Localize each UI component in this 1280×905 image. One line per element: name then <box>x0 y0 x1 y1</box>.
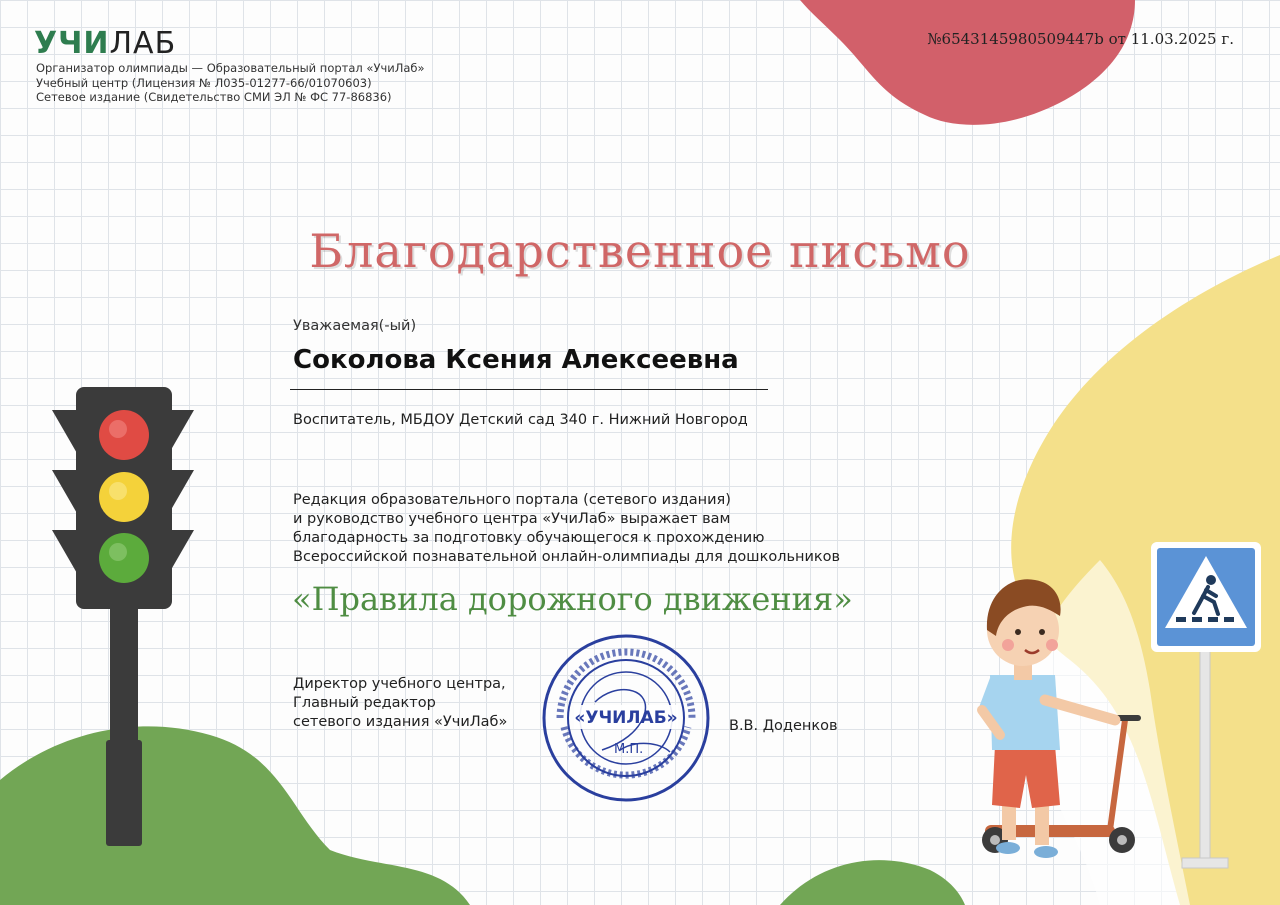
red-blob <box>800 0 1135 125</box>
organizer-info <box>36 61 425 105</box>
gratitude-text <box>293 491 840 567</box>
body-line: Всероссийской познавательной онлайн-олимпиады для дошкольников <box>293 549 841 565</box>
body-line: и руководство учебного центра «УчиЛаб» выражает вам <box>293 511 731 527</box>
greeting: Уважаемая(-ый) <box>293 318 417 334</box>
recipient-position: Воспитатель, МБДОУ Детский сад 340 г. Нижний Новгород <box>293 412 748 428</box>
director-title <box>293 675 507 732</box>
boy-on-scooter-illustration <box>960 550 1150 870</box>
body-line: Редакция образовательного портала (сетевого издания) <box>293 492 731 508</box>
recipient-name: Соколова Ксения Алексеевна <box>293 345 739 375</box>
uchilab-logo: УЧИЛАБ <box>34 26 177 61</box>
green-blob-bottom <box>780 860 965 905</box>
signer-name: В.В. Доденков <box>729 718 838 734</box>
director-line: Главный редактор <box>293 695 436 711</box>
olympiad-name: «Правила дорожного движения» <box>292 580 853 618</box>
license-line: Учебный центр (Лицензия № Л035-01277-66/01070603) <box>36 75 372 90</box>
stamp-center-text: «УЧИЛАБ» <box>574 708 678 728</box>
traffic-light-icon <box>48 385 198 855</box>
name-underline <box>290 389 768 390</box>
body-line: благодарность за подготовку обучающегося к прохождению <box>293 530 765 546</box>
pedestrian-crossing-sign-icon <box>1148 540 1264 875</box>
document-title: Благодарственное письмо <box>309 224 971 278</box>
director-line: сетевого издания «УчиЛаб» <box>293 714 508 730</box>
organization-stamp-icon <box>540 632 712 804</box>
stamp-mp-label: М.П. <box>614 742 644 757</box>
media-certificate-line: Сетевое издание (Свидетельство СМИ ЭЛ № ФС 77-86836) <box>36 90 392 104</box>
organizer-line: Организатор олимпиады — Образовательный портал «УчиЛаб» <box>36 61 425 75</box>
certificate-number: №6543145980509447b от 11.03.2025 г. <box>927 30 1234 48</box>
director-line: Директор учебного центра, <box>293 676 506 692</box>
